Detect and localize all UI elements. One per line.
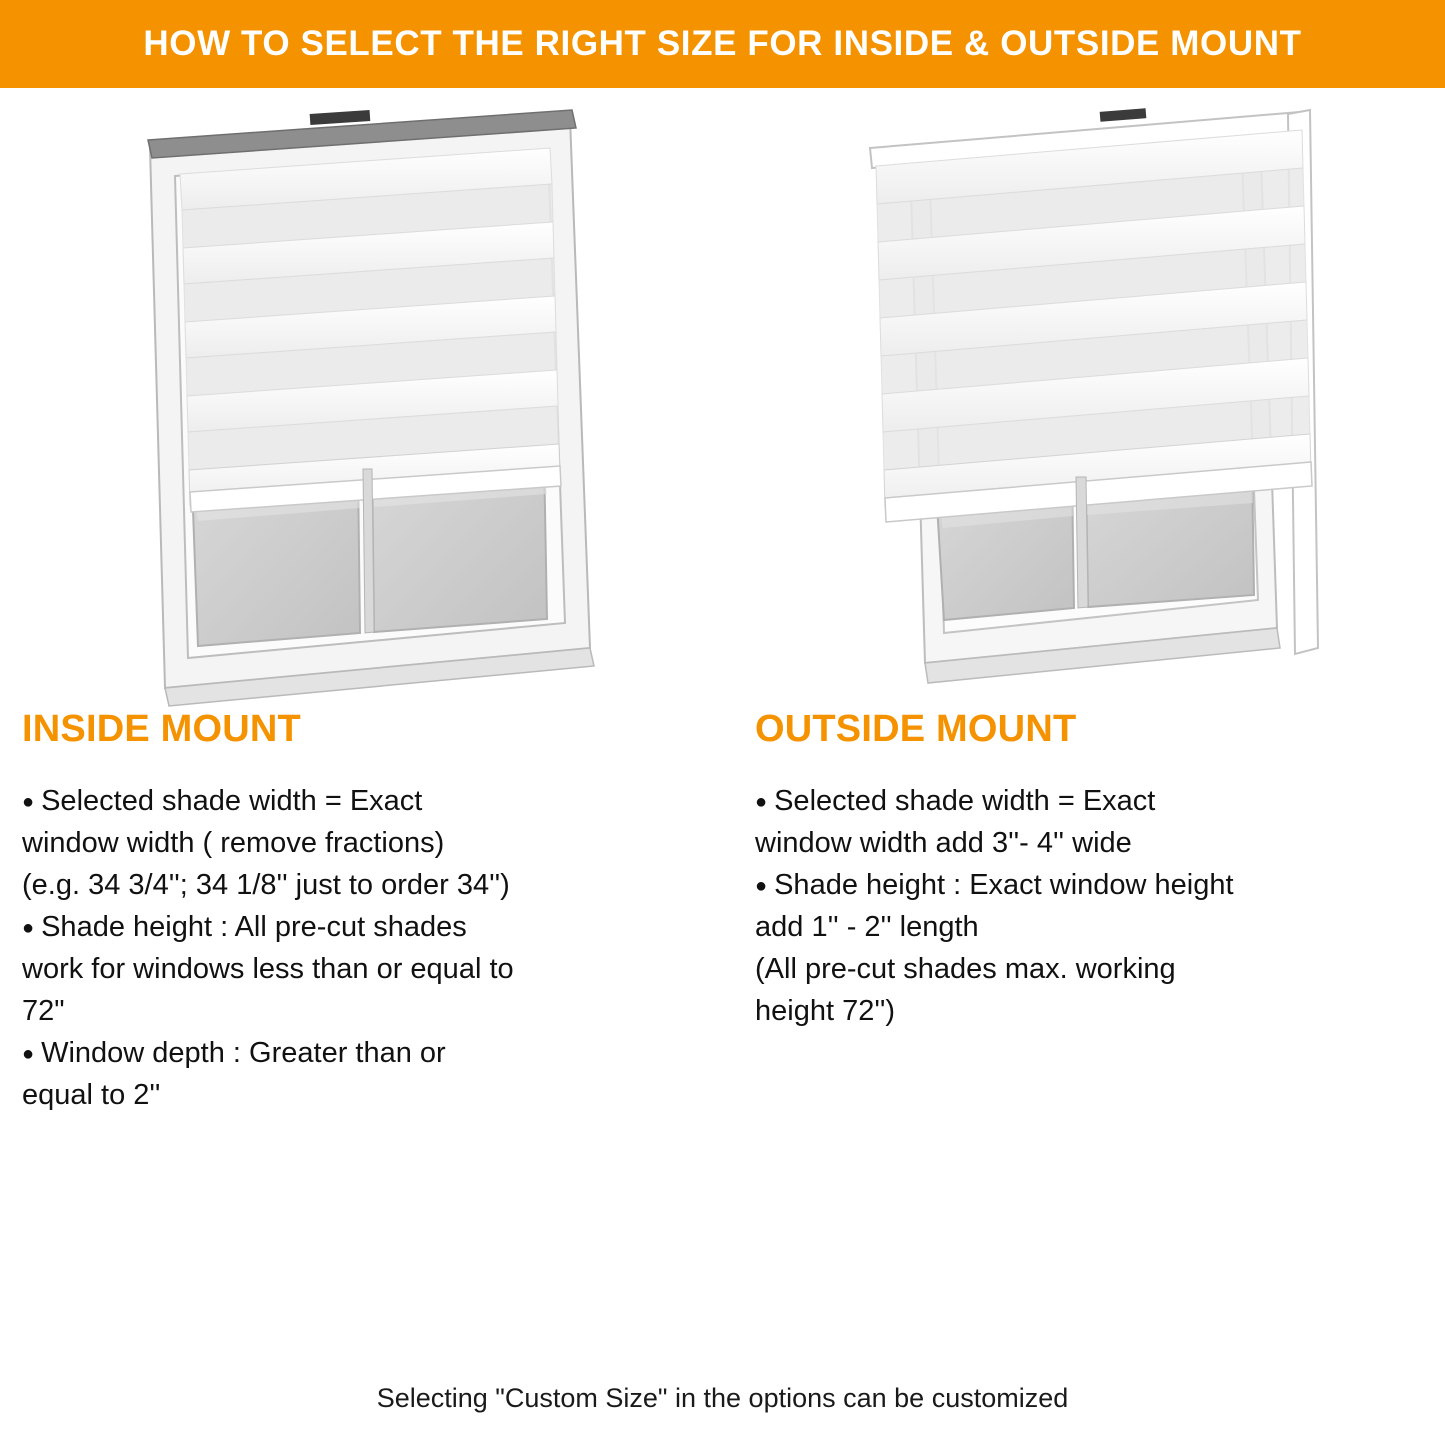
inside-mount-heading: INSIDE MOUNT [22, 708, 301, 750]
list-item [22, 781, 722, 821]
inside-mount-column [22, 708, 722, 1117]
header-banner [0, 0, 1445, 88]
list-item-text: add 1'' - 2'' length [755, 911, 979, 944]
list-item [22, 907, 722, 947]
list-item-text: Selected shade width = Exact [774, 785, 1156, 817]
bullet-icon: ● [755, 790, 768, 813]
list-item [22, 1075, 722, 1115]
bullet-icon: ● [22, 916, 35, 939]
list-item-text: 72" [22, 995, 65, 1028]
outside-mount-illustration [840, 88, 1360, 708]
list-item-text: window width add 3''- 4'' wide [755, 827, 1132, 860]
list-item-text: window width ( remove fractions) [22, 827, 445, 860]
list-item-text: Selected shade width = Exact [41, 785, 423, 817]
footer-note: Selecting "Custom Size" in the options can be customized [376, 1383, 1069, 1413]
list-item-text: equal to 2'' [22, 1079, 161, 1112]
bullet-icon: ● [755, 874, 768, 897]
page-title: HOW TO SELECT THE RIGHT SIZE FOR INSIDE & OUTSIDE MOUNT [143, 24, 1302, 63]
list-item-text: Shade height : Exact window height [774, 869, 1234, 902]
list-item [755, 865, 1445, 905]
outside-mount-list [755, 781, 1445, 1031]
list-item [755, 991, 1445, 1031]
bullet-icon: ● [22, 790, 35, 813]
inside-mount-list [22, 781, 722, 1115]
bullet-icon: ● [22, 1042, 35, 1065]
list-item [755, 907, 1445, 947]
illustration-row [0, 88, 1445, 708]
list-item [22, 1033, 722, 1073]
list-item-text: height 72'') [755, 995, 896, 1028]
list-item-text: (All pre-cut shades max. working [755, 953, 1176, 986]
list-item-text: work for windows less than or equal to [22, 953, 514, 986]
list-item [22, 865, 722, 905]
list-item-text: Shade height : All pre-cut shades [41, 911, 467, 944]
list-item [755, 949, 1445, 989]
list-item-text: (e.g. 34 3/4''; 34 1/8'' just to order 34'') [22, 869, 510, 902]
outside-mount-heading: OUTSIDE MOUNT [755, 708, 1077, 750]
text-columns [0, 708, 1445, 1368]
list-item-text: Window depth : Greater than or [41, 1037, 446, 1070]
list-item [755, 781, 1445, 821]
inside-mount-illustration [120, 88, 640, 708]
list-item [755, 823, 1445, 863]
list-item [22, 823, 722, 863]
outside-mount-column [755, 708, 1445, 1033]
list-item [22, 949, 722, 989]
list-item [22, 991, 722, 1031]
